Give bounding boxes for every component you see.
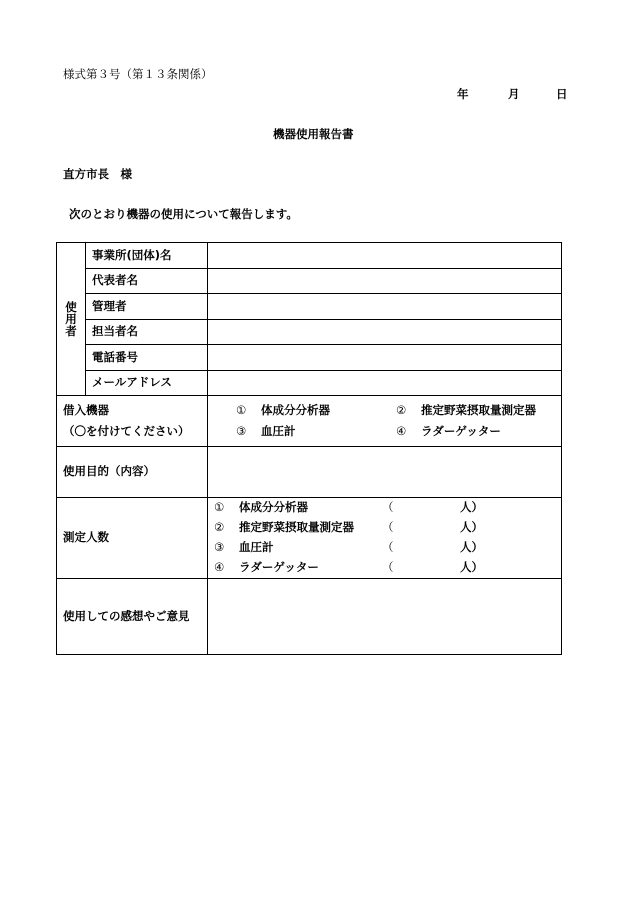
- manager-label: 管理者: [86, 294, 208, 320]
- table-row: [57, 371, 562, 396]
- date-year-label: 年: [457, 87, 469, 101]
- table-row: [57, 447, 562, 498]
- user-group-label: 使 用 者: [57, 243, 86, 396]
- date-month-label: 月: [508, 87, 520, 101]
- table-row: [57, 243, 562, 269]
- purpose-label: 使用目的（内容）: [57, 447, 208, 498]
- addressee: 直方市長 様: [63, 167, 132, 181]
- equipment-note: （〇を付けてください）: [63, 424, 190, 438]
- count-items: [208, 498, 562, 579]
- count-item-3: ③ 血圧計 （ 人）: [214, 540, 483, 555]
- table-row: [57, 269, 562, 294]
- representative-label: 代表者名: [86, 269, 208, 294]
- phone-label: 電話番号: [86, 345, 208, 371]
- email-label: メールアドレス: [86, 371, 208, 396]
- phone-field[interactable]: [208, 345, 562, 371]
- table-row: [57, 320, 562, 345]
- count-label: 測定人数: [57, 498, 208, 579]
- count-item-1: ① 体成分分析器 （ 人）: [214, 500, 483, 515]
- equipment-option-2[interactable]: ② 推定野菜摂取量測定器: [396, 402, 536, 417]
- count-item-2: ② 推定野菜摂取量測定器 （ 人）: [214, 520, 483, 535]
- table-row: [57, 498, 562, 579]
- table-row: [57, 396, 562, 447]
- document-title: 機器使用報告書: [273, 127, 354, 141]
- purpose-field[interactable]: [208, 447, 562, 498]
- representative-field[interactable]: [208, 269, 562, 294]
- email-field[interactable]: [208, 371, 562, 396]
- equipment-option-1[interactable]: ① 体成分分析器: [236, 402, 330, 417]
- report-form-table: [56, 242, 562, 655]
- equipment-option-4[interactable]: ④ ラダーゲッター: [396, 423, 501, 438]
- manager-field[interactable]: [208, 294, 562, 320]
- equipment-options: [208, 396, 562, 447]
- intro-text: 次のとおり機器の使用について報告します。: [69, 207, 298, 221]
- equipment-option-3[interactable]: ③ 血圧計: [236, 423, 296, 438]
- form-number: 様式第３号（第１３条関係）: [63, 67, 213, 81]
- date-day-label: 日: [556, 87, 568, 101]
- office-name-field[interactable]: [208, 243, 562, 269]
- feedback-field[interactable]: [208, 579, 562, 655]
- person-in-charge-field[interactable]: [208, 320, 562, 345]
- table-row: [57, 579, 562, 655]
- office-name-label: 事業所(団体)名: [86, 243, 208, 269]
- person-in-charge-label: 担当者名: [86, 320, 208, 345]
- table-row: [57, 294, 562, 320]
- table-row: [57, 345, 562, 371]
- count-item-4: ④ ラダーゲッター （ 人）: [214, 560, 483, 575]
- feedback-label: 使用しての感想やご意見: [57, 579, 208, 655]
- equipment-label: 借入機器 （〇を付けてください）: [57, 396, 208, 447]
